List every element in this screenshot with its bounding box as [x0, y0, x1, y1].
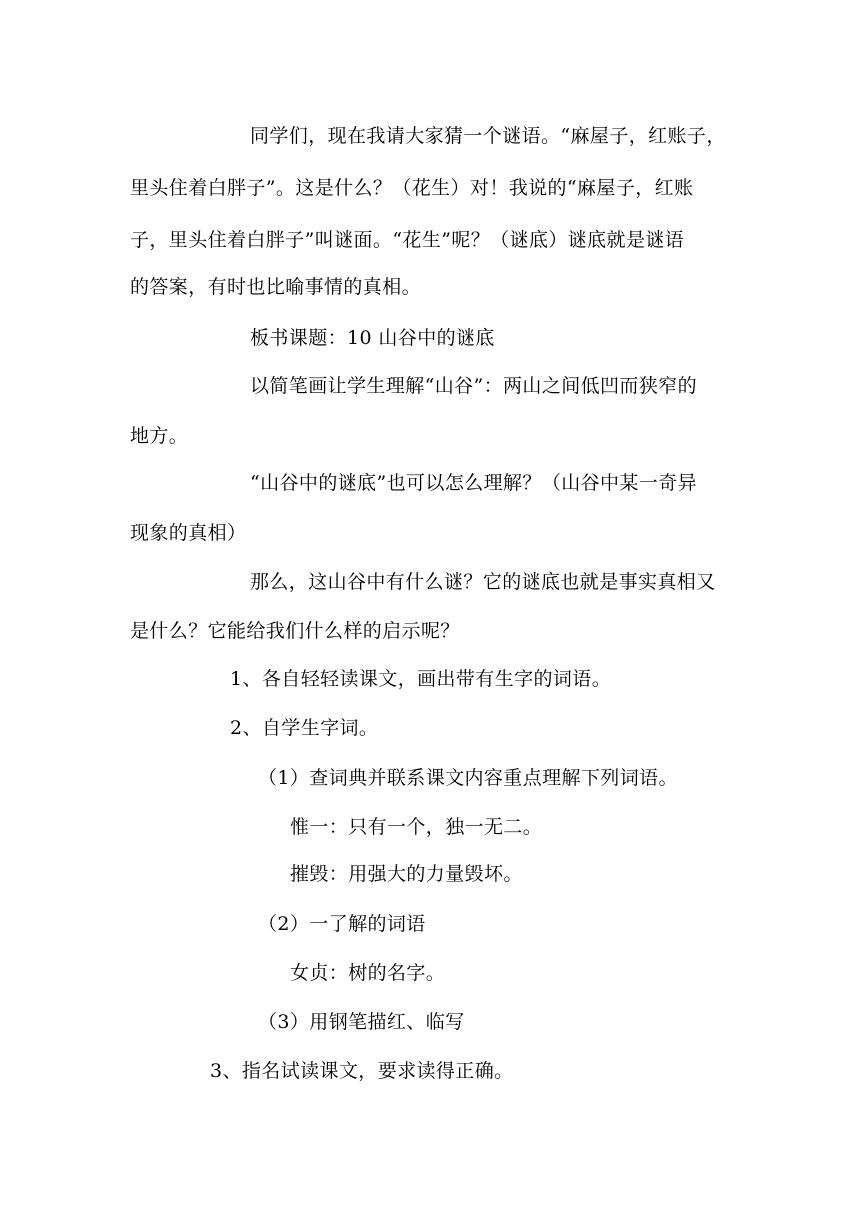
text-line: 里头住着白胖子”。这是什么？（花生）对！我说的“麻屋子，红账 [130, 177, 694, 199]
text-line: 的答案，有时也比喻事情的真相。 [130, 276, 422, 298]
substep-1: （1）查词典并联系课文内容重点理解下列词语。 [258, 767, 678, 789]
lesson-title-line: 板书课题：10 山谷中的谜底 [250, 327, 495, 349]
text-line: 地方。 [130, 425, 189, 447]
text-line: “山谷中的谜底”也可以怎么理解？（山谷中某一奇异 [250, 472, 698, 494]
vocab-item: 摧毁：用强大的力量毁坏。 [290, 863, 523, 885]
step-2: 2、自学生字词。 [230, 717, 379, 739]
step-3: 3、指名试读课文，要求读得正确。 [210, 1060, 514, 1082]
text-line: 子，里头住着白胖子”叫谜面。“花生”呢？（谜底）谜底就是谜语 [130, 229, 685, 251]
vocab-item: 惟一：只有一个，独一无二。 [290, 816, 543, 838]
step-1: 1、各自轻轻读课文，画出带有生字的词语。 [230, 668, 612, 690]
text-line: 是什么？它能给我们什么样的启示呢？ [130, 620, 460, 642]
text-line: 现象的真相） [130, 522, 247, 544]
text-line: 同学们，现在我请大家猜一个谜语。“麻屋子，红账子， [250, 125, 726, 147]
substep-3: （3）用钢笔描红、临写 [258, 1011, 465, 1033]
text-line: 以简笔画让学生理解“山谷”：两山之间低凹而狭窄的 [250, 375, 698, 397]
vocab-item: 女贞：树的名字。 [290, 962, 446, 984]
text-line: 那么，这山谷中有什么谜？它的谜底也就是事实真相又 [250, 571, 716, 593]
substep-2: （2）一了解的词语 [258, 913, 426, 935]
